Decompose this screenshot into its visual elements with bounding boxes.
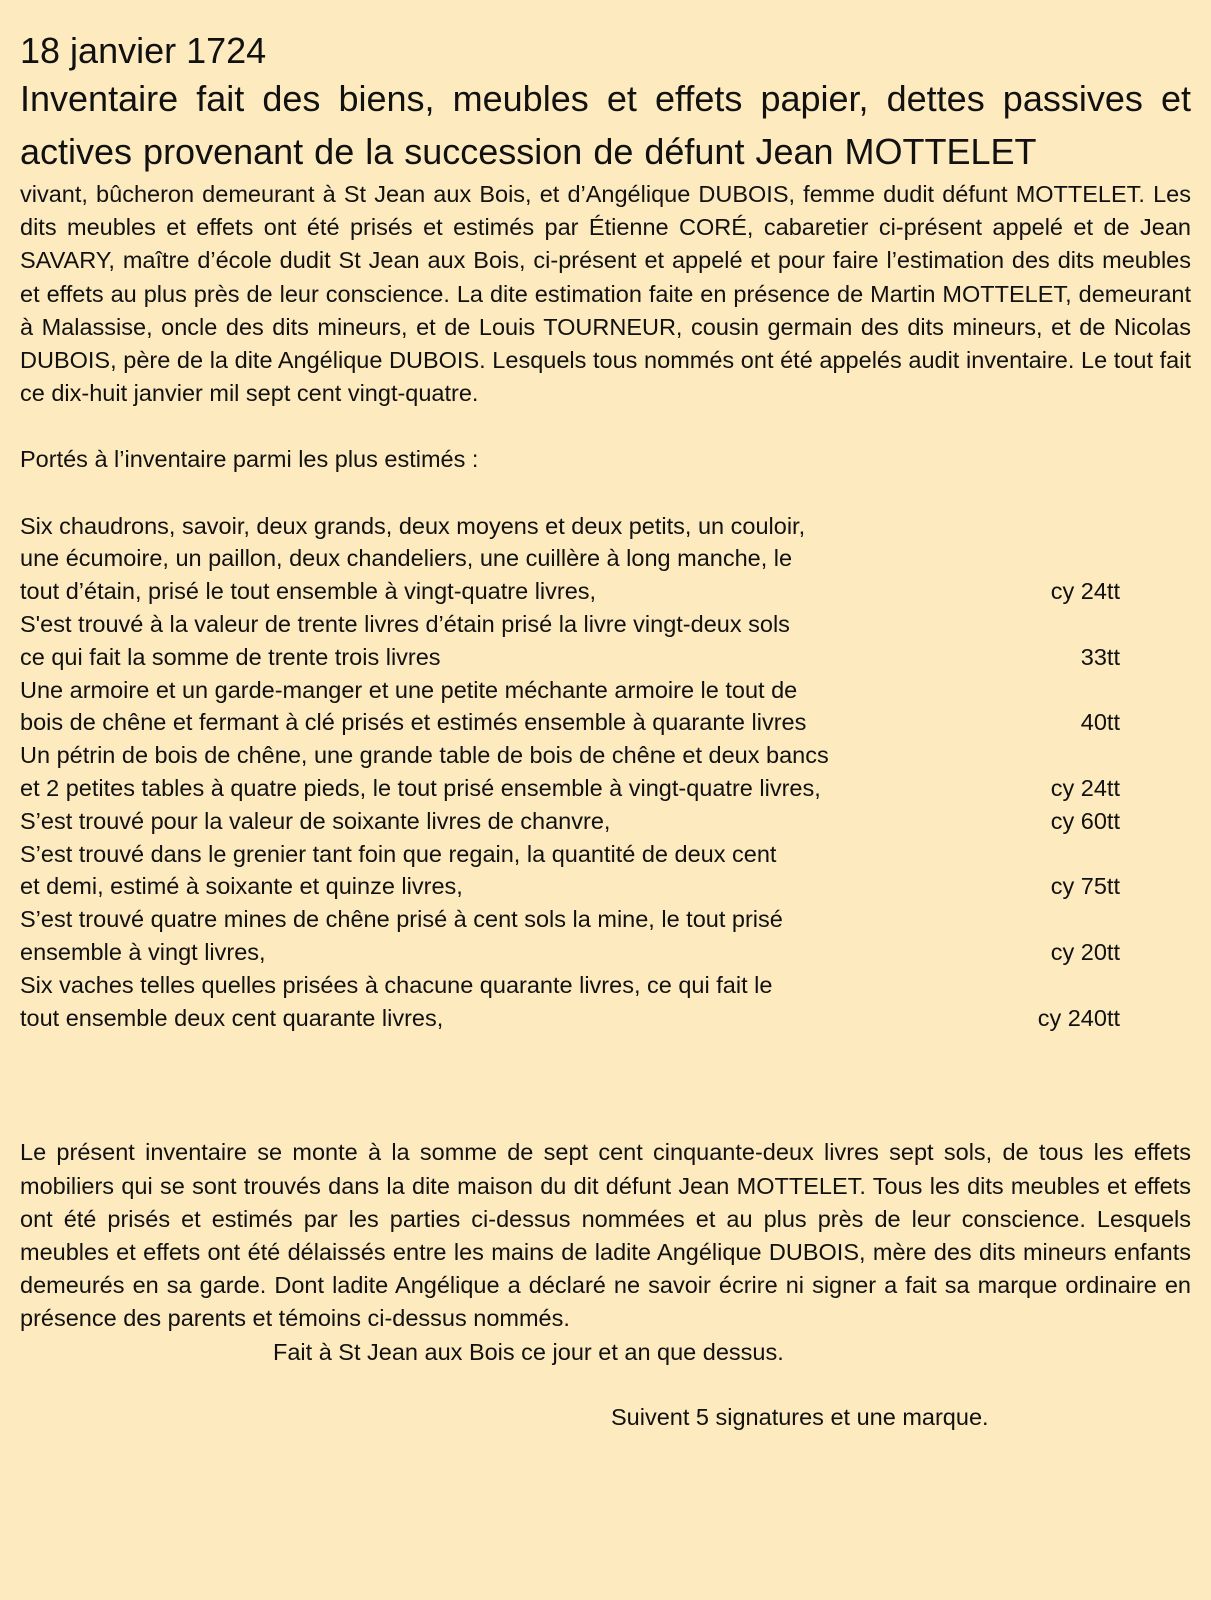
item-text: S’est trouvé pour la valeur de soixante livres de chanvre, — [20, 807, 611, 834]
item-amount: cy 24tt — [1050, 578, 1120, 605]
item-text: une écumoire, un paillon, deux chandeliers, une cuillère à long manche, le — [20, 545, 793, 572]
inventory-item — [20, 838, 1120, 904]
item-amount: 40tt — [1080, 709, 1120, 736]
items-label: Portés à l’inventaire parmi les plus estimés : — [20, 446, 479, 473]
inventory-item-line — [20, 805, 1120, 838]
inventory-item-line — [20, 1002, 1120, 1035]
signatures-note: Suivent 5 signatures et une marque. — [611, 1403, 989, 1430]
inventory-item-line — [20, 608, 1120, 641]
item-text: Six vaches telles quelles prisées à chacune quarante livres, ce qui fait le — [20, 971, 773, 998]
item-text: ensemble à vingt livres, — [20, 938, 266, 965]
document-page — [20, 30, 1191, 1434]
inventory-item-line — [20, 903, 1120, 936]
inventory-item — [20, 608, 1120, 674]
item-amount: cy 240tt — [1037, 1004, 1120, 1031]
inventory-items — [20, 510, 1120, 1035]
inventory-item-line — [20, 674, 1120, 707]
inventory-item-line — [20, 739, 1120, 772]
inventory-item — [20, 903, 1120, 969]
closing-section — [20, 1136, 1191, 1434]
item-text: S’est trouvé quatre mines de chêne prisé à cent sols la mine, le tout prisé — [20, 906, 783, 933]
item-text: bois de chêne et fermant à clé prisés et estimés ensemble à quarante livres — [20, 709, 807, 736]
inventory-item-line — [20, 575, 1120, 608]
closing-paragraph: Le présent inventaire se monte à la somme de sept cent cinquante-deux livres sept sols, de tous les effets mobiliers qui se sont trouvés dans la dite maison du dit défunt Jean MOTTELET. Tous les dits meubles et effets ont été prisés et estimés par les parties ci-dessus nommées et au plus près de leur conscience. Lesquels meubles et effets ont été délaissés entre les mains de ladite Angélique DUBOIS, mère des dits mineurs enfants demeurés en sa garde. Dont ladite Angélique a déclaré ne savoir écrire ni signer a fait sa marque ordinaire en présence des parents et témoins ci-dessus nommés. — [20, 1139, 1191, 1332]
item-amount: cy 60tt — [1050, 807, 1120, 834]
item-text: Une armoire et un garde-manger et une petite méchante armoire le tout de — [20, 676, 798, 703]
item-text: S'est trouvé à la valeur de trente livres d’étain prisé la livre vingt-deux sols — [20, 611, 790, 638]
item-text: Un pétrin de bois de chêne, une grande table de bois de chêne et deux bancs — [20, 742, 829, 769]
item-amount: cy 75tt — [1050, 873, 1120, 900]
inventory-item-line — [20, 706, 1120, 739]
inventory-item-line — [20, 641, 1120, 674]
item-text: S’est trouvé dans le grenier tant foin que regain, la quantité de deux cent — [20, 840, 777, 867]
inventory-item-line — [20, 772, 1120, 805]
item-text: tout d’étain, prisé le tout ensemble à vingt-quatre livres, — [20, 578, 597, 605]
inventory-item — [20, 969, 1120, 1035]
item-amount: 33tt — [1080, 643, 1120, 670]
inventory-item-line — [20, 838, 1120, 871]
inventory-item — [20, 805, 1120, 838]
inventory-item-line — [20, 542, 1120, 575]
item-text: et demi, estimé à soixante et quinze livres, — [20, 873, 463, 900]
item-text: Six chaudrons, savoir, deux grands, deux moyens et deux petits, un couloir, — [20, 512, 806, 539]
document-title: Inventaire fait des biens, meubles et effets papier, dettes passives et actives provenant de la succession de défunt Jean MOTTELET — [20, 78, 1191, 172]
item-text: tout ensemble deux cent quarante livres, — [20, 1004, 444, 1031]
inventory-item — [20, 510, 1120, 608]
item-text: et 2 petites tables à quatre pieds, le tout prisé ensemble à vingt-quatre livres, — [20, 775, 821, 801]
item-text: ce qui fait la somme de trente trois livres — [20, 643, 441, 670]
intro-paragraph: vivant, bûcheron demeurant à St Jean aux Bois, et d’Angélique DUBOIS, femme dudit défunt MOTTELET. Les dits meubles et effets ont été prisés et estimés par Étienne CORÉ, cabaretier ci-présent appelé et de Jean SAVARY, maître d’école dudit St Jean aux Bois, ci-présent et appelé et pour faire l’estimation des dits meubles et effets au plus près de leur conscience. La dite estimation faite en présence de Martin MOTTELET, demeurant à Malassise, oncle des dits mineurs, et de Louis TOURNEUR, cousin germain des dits mineurs, et de Nicolas DUBOIS, père de la dite Angélique DUBOIS. Lesquels tous nommés ont été appelés audit inventaire. Le tout fait ce dix-huit janvier mil sept cent vingt-quatre. — [20, 181, 1191, 407]
inventory-item — [20, 739, 1120, 805]
fait-line: Fait à St Jean aux Bois ce jour et an que dessus. — [273, 1338, 784, 1365]
inventory-item — [20, 674, 1120, 740]
document-date: 18 janvier 1724 — [20, 30, 267, 71]
inventory-item-line — [20, 870, 1120, 903]
inventory-item-line — [20, 936, 1120, 969]
item-amount: cy 24tt — [1050, 775, 1120, 801]
inventory-item-line — [20, 969, 1120, 1002]
inventory-item-line — [20, 510, 1120, 543]
item-amount: cy 20tt — [1050, 938, 1120, 965]
